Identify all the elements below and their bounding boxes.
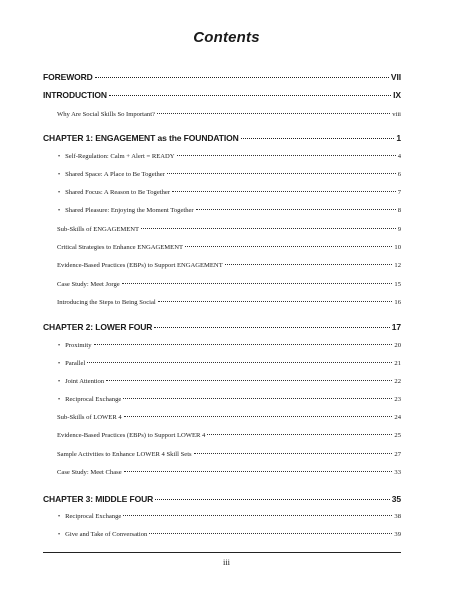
bullet-icon: • xyxy=(58,154,61,160)
toc-entry-page: 10 xyxy=(394,244,401,251)
toc-entry-page: 4 xyxy=(397,153,401,160)
toc-entry-page: 22 xyxy=(394,378,401,385)
toc-entry-label: CHAPTER 1: ENGAGEMENT as the FOUNDATION xyxy=(43,133,239,143)
page-title: Contents xyxy=(193,29,260,46)
toc-entry-page: 23 xyxy=(394,396,401,403)
bullet-icon: • xyxy=(58,343,61,349)
toc-entry[interactable] xyxy=(57,244,401,251)
dot-leader xyxy=(167,173,396,174)
toc-entry[interactable] xyxy=(57,226,401,233)
toc-entry-label: Evidence-Based Practices (EBPs) to Support LOWER 4 xyxy=(57,432,206,439)
toc-entry-label: Shared Space: A Place to Be Together xyxy=(65,171,165,178)
dot-leader xyxy=(155,499,390,500)
toc-entry-page: 25 xyxy=(394,432,401,439)
toc-entry[interactable] xyxy=(57,414,401,421)
toc-entry-label: Introducing the Steps to Being Social xyxy=(57,299,156,306)
toc-entry[interactable] xyxy=(58,153,401,160)
toc-entry[interactable] xyxy=(43,72,401,82)
dot-leader xyxy=(185,246,392,247)
toc-entry-page: 12 xyxy=(394,262,401,269)
toc-entry[interactable] xyxy=(43,90,401,100)
dot-leader xyxy=(241,138,395,139)
dot-leader xyxy=(123,398,392,399)
dot-leader xyxy=(172,191,396,192)
dot-leader xyxy=(141,228,396,229)
toc-entry[interactable] xyxy=(58,342,401,349)
dot-leader xyxy=(122,283,393,284)
toc-entry-label: Shared Pleasure: Enjoying the Moment Together xyxy=(65,207,194,214)
toc-entry-page: viii xyxy=(392,111,401,118)
toc-entry-label: CHAPTER 2: LOWER FOUR xyxy=(43,322,153,332)
toc-entry-label: Reciprocal Exchange xyxy=(65,396,122,403)
toc-entry-page: 17 xyxy=(391,322,401,332)
dot-leader xyxy=(124,471,393,472)
toc-entry[interactable] xyxy=(58,378,401,385)
toc-entry-page: 1 xyxy=(396,133,401,143)
toc-entry-label: Case Study: Meet Jorge xyxy=(57,281,120,288)
footer-rule xyxy=(43,552,401,553)
dot-leader xyxy=(109,95,391,96)
toc-entry-page: 38 xyxy=(394,513,401,520)
bullet-icon: • xyxy=(58,514,61,520)
toc-entry[interactable] xyxy=(57,111,401,118)
toc-entry-label: Parallel xyxy=(65,360,86,367)
toc-entry-page: 20 xyxy=(394,342,401,349)
toc-entry-page: 8 xyxy=(397,207,401,214)
toc-entry-label: Give and Take of Conversation xyxy=(65,531,148,538)
dot-leader xyxy=(194,453,393,454)
dot-leader xyxy=(123,515,392,516)
page-number: iii xyxy=(222,557,231,567)
toc-entry[interactable] xyxy=(57,299,401,306)
dot-leader xyxy=(94,344,393,345)
toc-entry[interactable] xyxy=(43,494,401,504)
toc-entry-page: IX xyxy=(393,90,401,100)
toc-entry-page: 16 xyxy=(394,299,401,306)
toc-entry-label: Joint Attention xyxy=(65,378,105,385)
bullet-icon: • xyxy=(58,532,61,538)
toc-entry-label: Evidence-Based Practices (EBPs) to Support ENGAGEMENT xyxy=(57,262,223,269)
toc-entry[interactable] xyxy=(57,469,401,476)
toc-entry-page: 7 xyxy=(397,189,401,196)
dot-leader xyxy=(106,380,392,381)
dot-leader xyxy=(196,209,396,210)
toc-entry[interactable] xyxy=(58,171,401,178)
toc-entry-label: Case Study: Meet Chase xyxy=(57,469,122,476)
toc-entry-label: Sub-Skills of ENGAGEMENT xyxy=(57,226,140,233)
toc-entry[interactable] xyxy=(58,513,401,520)
toc-entry-page: 24 xyxy=(394,414,401,421)
toc-entry-label: Shared Focus: A Reason to Be Together xyxy=(65,189,171,196)
dot-leader xyxy=(154,327,389,328)
dot-leader xyxy=(87,362,392,363)
dot-leader xyxy=(225,264,393,265)
toc-entry-page: 35 xyxy=(391,494,401,504)
bullet-icon: • xyxy=(58,361,61,367)
dot-leader xyxy=(149,533,392,534)
toc-entry[interactable] xyxy=(57,432,401,439)
toc-entry-page: 21 xyxy=(394,360,401,367)
dot-leader xyxy=(95,77,389,78)
bullet-icon: • xyxy=(58,190,61,196)
bullet-icon: • xyxy=(58,379,61,385)
dot-leader xyxy=(207,434,392,435)
toc-entry-label: FOREWORD xyxy=(43,72,93,82)
toc-entry-label: CHAPTER 3: MIDDLE FOUR xyxy=(43,494,154,504)
toc-entry-page: 27 xyxy=(394,451,401,458)
dot-leader xyxy=(124,416,393,417)
toc-entry-page: 33 xyxy=(394,469,401,476)
toc-entry-label: Reciprocal Exchange xyxy=(65,513,122,520)
toc-entry[interactable] xyxy=(43,322,401,332)
toc-entry-label: Proximity xyxy=(65,342,92,349)
toc-entry-page: 39 xyxy=(394,531,401,538)
toc-entry[interactable] xyxy=(57,262,401,269)
toc-entry[interactable] xyxy=(58,531,401,538)
toc-entry[interactable] xyxy=(43,133,401,143)
dot-leader xyxy=(157,113,390,114)
toc-entry-page: VII xyxy=(390,72,401,82)
toc-entry-label: Self-Regulation: Calm + Alert = READY xyxy=(65,153,175,160)
toc-entry[interactable] xyxy=(58,189,401,196)
toc-entry[interactable] xyxy=(58,360,401,367)
bullet-icon: • xyxy=(58,208,61,214)
toc-entry[interactable] xyxy=(58,396,401,403)
toc-entry-page: 15 xyxy=(394,281,401,288)
toc-entry[interactable] xyxy=(57,281,401,288)
toc-entry-label: Why Are Social Skills So Important? xyxy=(57,111,155,118)
toc-entry-page: 6 xyxy=(397,171,401,178)
bullet-icon: • xyxy=(58,172,61,178)
toc-entry-label: Sub-Skills of LOWER 4 xyxy=(57,414,122,421)
toc-entry-label: Critical Strategies to Enhance ENGAGEMENT xyxy=(57,244,183,251)
bullet-icon: • xyxy=(58,397,61,403)
dot-leader xyxy=(177,155,396,156)
toc-entry-page: 9 xyxy=(397,226,401,233)
dot-leader xyxy=(158,301,393,302)
toc-entry-label: INTRODUCTION xyxy=(43,90,107,100)
toc-entry-label: Sample Activities to Enhance LOWER 4 Skill Sets xyxy=(57,451,192,458)
toc-entry[interactable] xyxy=(57,451,401,458)
toc-entry[interactable] xyxy=(58,207,401,214)
